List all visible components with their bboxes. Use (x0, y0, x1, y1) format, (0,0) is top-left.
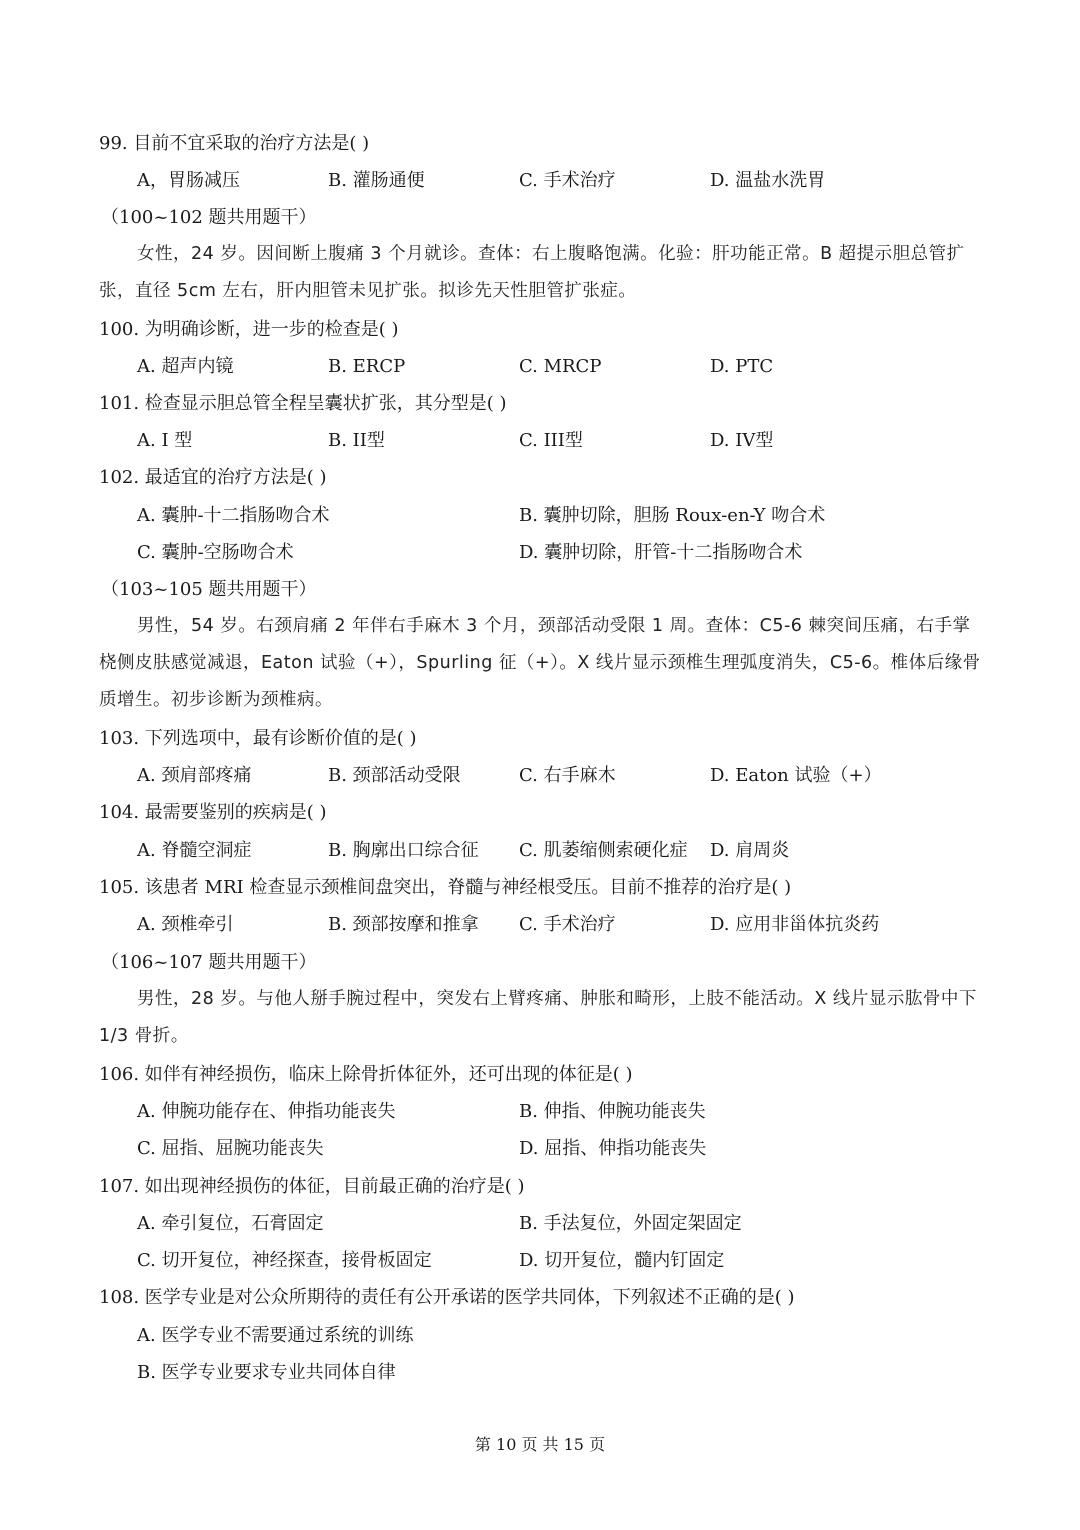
question-105-stem: 105. 该患者 MRI 检查显示颈椎间盘突出，脊髓与神经根受压。目前不推荐的治疗是( ) (99, 877, 792, 898)
group-heading-100-102: （100~102 题共用题干） (101, 207, 317, 228)
page-footer: 第 10 页 共 15 页 (474, 1435, 606, 1454)
question-103-stem: 103. 下列选项中，最有诊断价值的是( ) (99, 728, 417, 749)
question-99-option-a: A，胃肠减压 (137, 170, 240, 191)
question-103-option-c: C. 右手麻木 (519, 765, 616, 786)
question-101-option-d: D. IV型 (710, 430, 774, 451)
question-108-option-b: B. 医学专业要求专业共同体自律 (137, 1362, 396, 1383)
question-104-option-c: C. 肌萎缩侧索硬化症 (519, 840, 688, 861)
question-105-option-d: D. 应用非甾体抗炎药 (710, 914, 880, 935)
question-103-option-b: B. 颈部活动受限 (328, 765, 461, 786)
question-100-option-b: B. ERCP (328, 356, 406, 377)
question-102-option-a: A. 囊肿-十二指肠吻合术 (137, 505, 330, 526)
group-heading-103-105: （103~105 题共用题干） (101, 579, 317, 600)
question-101-option-c: C. III型 (519, 430, 583, 451)
group-heading-106-107: （106~107 题共用题干） (101, 952, 317, 973)
question-104-option-d: D. 肩周炎 (710, 840, 790, 861)
question-100-option-a: A. 超声内镜 (137, 356, 234, 377)
question-108-option-a: A. 医学专业不需要通过系统的训练 (137, 1325, 414, 1346)
question-100-stem: 100. 为明确诊断，进一步的检查是( ) (99, 319, 399, 340)
question-106-option-c: C. 屈指、屈腕功能丧失 (137, 1138, 324, 1159)
question-105-option-b: B. 颈部按摩和推拿 (328, 914, 479, 935)
question-99-option-d: D. 温盐水洗胃 (710, 170, 826, 191)
question-107-option-d: D. 切开复位，髓内钉固定 (519, 1250, 725, 1271)
question-100-option-c: C. MRCP (519, 356, 602, 377)
question-104-option-b: B. 胸廓出口综合征 (328, 840, 479, 861)
question-106-option-d: D. 屈指、伸指功能丧失 (519, 1138, 707, 1159)
question-102-option-d: D. 囊肿切除，肝管-十二指肠吻合术 (519, 542, 803, 563)
case-stem-100-102: 女性，24 岁。因间断上腹痛 3 个月就诊。查体：右上腹略饱满。化验：肝功能正常。B 超提示胆总管扩张，直径 5cm 左右，肝内胆管未见扩张。拟诊先天性胆管扩张症。 (99, 244, 965, 301)
question-103-option-a: A. 颈肩部疼痛 (137, 765, 252, 786)
case-stem-106-107: 男性，28 岁。与他人掰手腕过程中，突发右上臂疼痛、肿胀和畸形，上肢不能活动。X 线片显示肱骨中下 1/3 骨折。 (99, 989, 977, 1046)
question-99-option-b: B. 灌肠通便 (328, 170, 425, 191)
question-104-stem: 104. 最需要鉴别的疾病是( ) (99, 802, 327, 823)
question-99-option-c: C. 手术治疗 (519, 170, 616, 191)
question-103-option-d: D. Eaton 试验（+） (710, 765, 882, 786)
question-106-option-b: B. 伸指、伸腕功能丧失 (519, 1101, 706, 1122)
question-102-option-c: C. 囊肿-空肠吻合术 (137, 542, 294, 563)
question-101-stem: 101. 检查显示胆总管全程呈囊状扩张，其分型是( ) (99, 393, 507, 414)
question-105-option-a: A. 颈椎牵引 (137, 914, 234, 935)
question-100-option-d: D. PTC (710, 356, 774, 377)
question-107-stem: 107. 如出现神经损伤的体征，目前最正确的治疗是( ) (99, 1176, 525, 1197)
case-stem-103-105: 男性，54 岁。右颈肩痛 2 年伴右手麻木 3 个月，颈部活动受限 1 周。查体：C5-6 棘突间压痛，右手掌桡侧皮肤感觉减退，Eaton 试验（+），Spurling 征（+）。X 线片显示颈椎生理弧度消失，C5-6。椎体后缘骨质增生。初步诊断为颈椎病。 (99, 616, 981, 710)
question-102-option-b: B. 囊肿切除，胆肠 Roux-en-Y 吻合术 (519, 505, 826, 526)
question-106-stem: 106. 如伴有神经损伤，临床上除骨折体征外，还可出现的体征是( ) (99, 1064, 633, 1085)
question-107-option-b: B. 手法复位，外固定架固定 (519, 1213, 742, 1234)
question-102-stem: 102. 最适宜的治疗方法是( ) (99, 467, 327, 488)
question-107-option-c: C. 切开复位，神经探查，接骨板固定 (137, 1250, 432, 1271)
question-107-option-a: A. 牵引复位，石膏固定 (137, 1213, 324, 1234)
question-99-stem: 99. 目前不宜采取的治疗方法是( ) (99, 133, 370, 154)
question-106-option-a: A. 伸腕功能存在、伸指功能丧失 (137, 1101, 396, 1122)
question-108-stem: 108. 医学专业是对公众所期待的责任有公开承诺的医学共同体，下列叙述不正确的是( ) (99, 1287, 795, 1308)
question-104-option-a: A. 脊髓空洞症 (137, 840, 252, 861)
question-101-option-a: A. I 型 (137, 430, 193, 451)
question-105-option-c: C. 手术治疗 (519, 914, 616, 935)
question-101-option-b: B. II型 (328, 430, 385, 451)
